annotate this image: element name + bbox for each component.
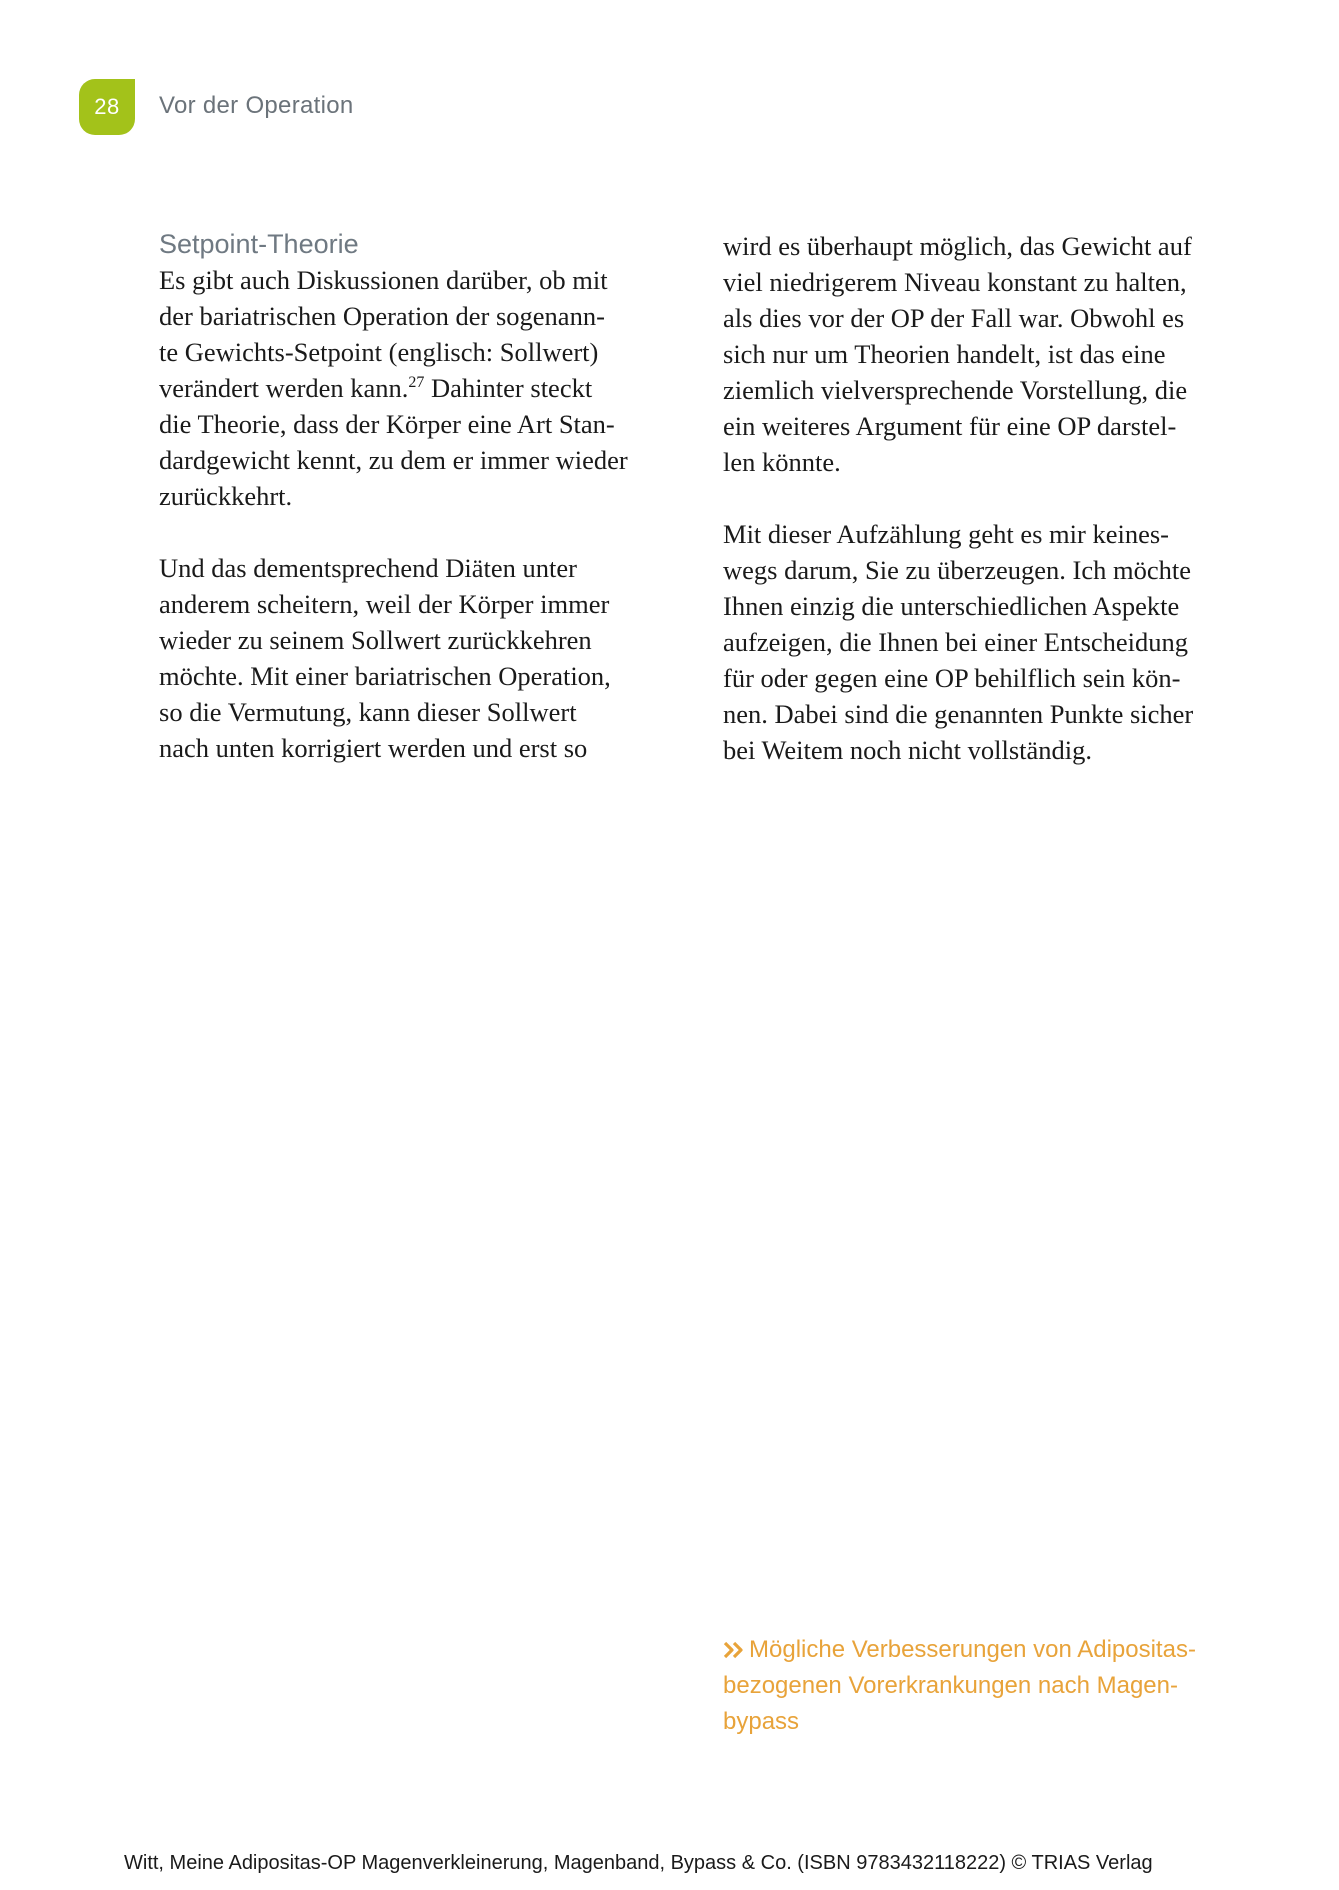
text-line: sich nur um Theorien handelt, ist das eine — [723, 339, 1166, 369]
text-line: viel niedrigerem Niveau konstant zu halten, — [723, 267, 1187, 297]
paragraph — [723, 228, 1243, 480]
footnote-reference[interactable]: 27 — [408, 374, 425, 391]
footer-citation: Witt, Meine Adipositas-OP Magenverkleinerung, Magenband, Bypass & Co. (ISBN 9783432118222) © TRIAS Verlag — [124, 1852, 1153, 1874]
text-line: dardgewicht kennt, zu dem er immer wieder — [159, 445, 628, 475]
text-line: anderem scheitern, weil der Körper immer — [159, 589, 610, 619]
cross-reference-text: bezogenen Vorerkrankungen nach Magen- — [723, 1672, 1178, 1699]
text-line: len könnte. — [723, 447, 841, 477]
text-line: ziemlich vielversprechende Vorstellung, die — [723, 375, 1188, 405]
paragraph — [159, 550, 679, 766]
text-line: wegs darum, Sie zu überzeugen. Ich möchte — [723, 555, 1191, 585]
text-line: so die Vermutung, kann dieser Sollwert — [159, 697, 577, 727]
double-chevron-right-icon — [723, 1641, 745, 1659]
text-fragment: Dahinter steckt — [424, 373, 593, 403]
paragraph — [159, 262, 679, 514]
left-column — [159, 226, 679, 766]
text-line: aufzeigen, die Ihnen bei einer Entscheidung — [723, 627, 1189, 657]
text-line: möchte. Mit einer bariatrischen Operation, — [159, 661, 611, 691]
text-line: te Gewichts-Setpoint (englisch: Sollwert) — [159, 337, 599, 367]
text-line: Mit dieser Aufzählung geht es mir keines- — [723, 519, 1169, 549]
section-heading: Setpoint-Theorie — [159, 229, 359, 259]
text-line: der bariatrischen Operation der sogenann- — [159, 301, 605, 331]
cross-reference-link[interactable] — [723, 1632, 1243, 1740]
text-line: Es gibt auch Diskussionen darüber, ob mit — [159, 265, 608, 295]
text-line: nach unten korrigiert werden und erst so — [159, 733, 588, 763]
text-line: Und das dementsprechend Diäten unter — [159, 553, 577, 583]
text-line: die Theorie, dass der Körper eine Art Stan- — [159, 409, 615, 439]
text-line: ein weiteres Argument für eine OP darstel- — [723, 411, 1177, 441]
page-number: 28 — [94, 94, 120, 119]
cross-reference-text: Mögliche Verbesserungen von Adipositas- — [749, 1636, 1196, 1663]
running-title: Vor der Operation — [159, 92, 354, 119]
text-line: Ihnen einzig die unterschiedlichen Aspekte — [723, 591, 1180, 621]
paragraph — [723, 516, 1243, 768]
text-line: zurückkehrt. — [159, 481, 293, 511]
page-number-badge — [79, 79, 135, 135]
right-column — [723, 228, 1243, 768]
text-line: wird es überhaupt möglich, das Gewicht auf — [723, 231, 1192, 261]
text-line: für oder gegen eine OP behilflich sein kön- — [723, 663, 1181, 693]
cross-reference-line — [723, 1632, 1243, 1668]
cross-reference-text: bypass — [723, 1708, 800, 1735]
text-line: wieder zu seinem Sollwert zurückkehren — [159, 625, 592, 655]
text-line — [159, 370, 679, 406]
text-fragment: verändert werden kann. — [159, 373, 409, 403]
text-line: nen. Dabei sind die genannten Punkte sicher — [723, 699, 1194, 729]
text-line: als dies vor der OP der Fall war. Obwohl es — [723, 303, 1185, 333]
text-line: bei Weitem noch nicht vollständig. — [723, 735, 1093, 765]
